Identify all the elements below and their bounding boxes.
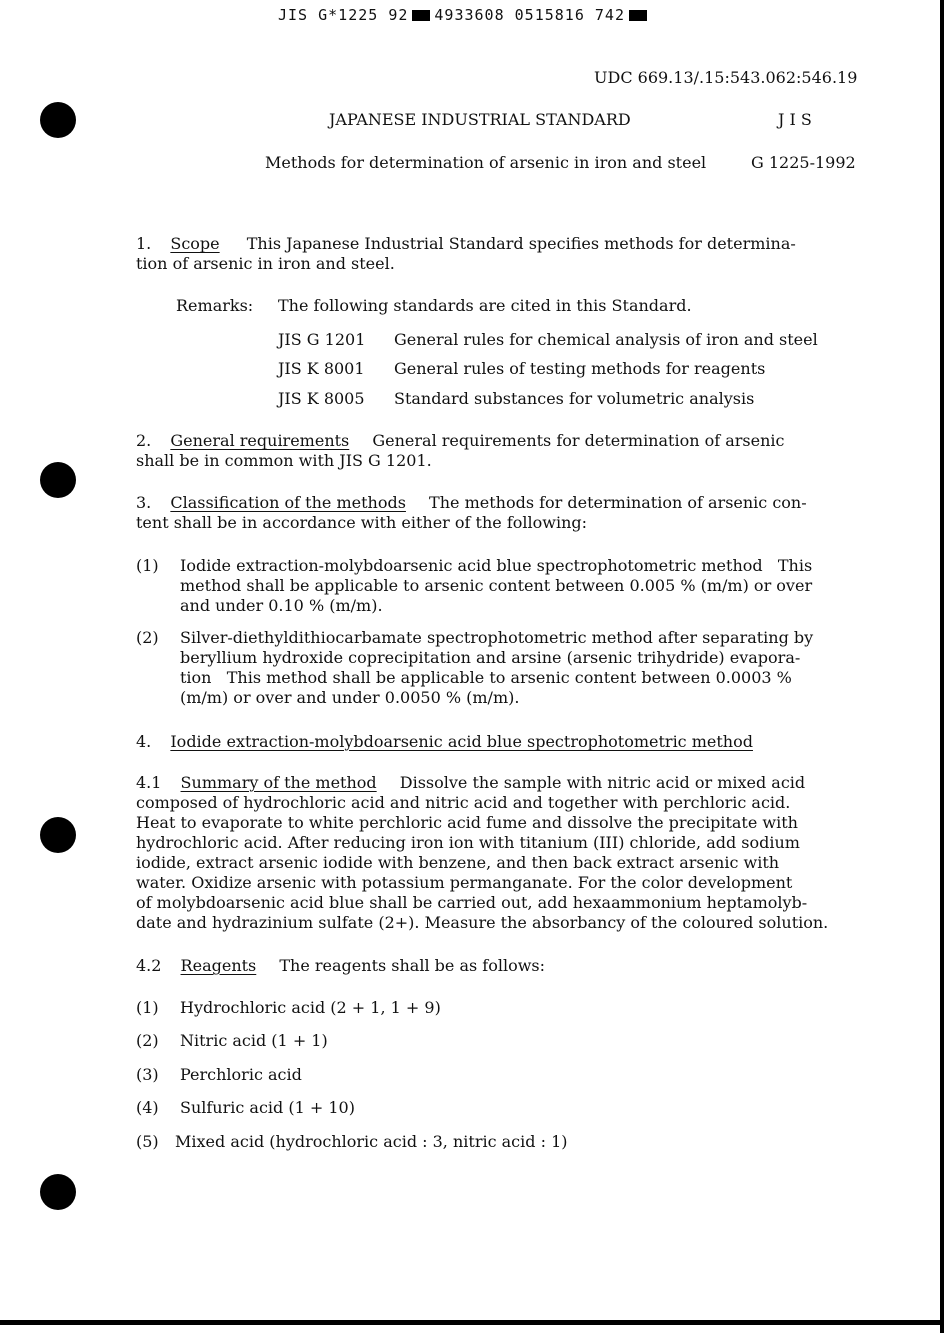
section-2 <box>136 431 784 451</box>
section-4-1 <box>136 773 805 793</box>
section-1 <box>136 234 796 254</box>
method-1-line: method shall be applicable to arsenic content between 0.005 % (m/m) or over <box>180 576 813 595</box>
section-4-2 <box>136 956 545 976</box>
standard-name: JAPANESE INDUSTRIAL STANDARD <box>329 110 631 129</box>
reagent-text: Hydrochloric acid (2 + 1, 1 + 9) <box>180 998 441 1017</box>
reagent-number: (4) <box>136 1098 159 1117</box>
section-4 <box>136 732 753 752</box>
section-text: The reagents shall be as follows: <box>279 956 546 975</box>
summary-line: water. Oxidize arsenic with potassium permanganate. For the color development <box>136 873 793 892</box>
method-2-line: beryllium hydroxide coprecipitation and arsine (arsenic trihydride) evapora- <box>180 648 801 667</box>
code-part-1: JIS G*1225 92 <box>278 6 409 24</box>
scan-edge-right <box>940 0 944 1333</box>
jis-label: J I S <box>778 110 812 129</box>
section-text: Dissolve the sample with nitric acid or mixed acid <box>399 773 806 792</box>
code-bar <box>412 10 430 21</box>
section-heading: Reagents <box>180 956 257 975</box>
punch-hole <box>40 102 76 138</box>
standard-number: G 1225-1992 <box>751 153 856 172</box>
reagent-text: Mixed acid (hydrochloric acid : 3, nitric acid : 1) <box>175 1132 568 1151</box>
summary-line: composed of hydrochloric acid and nitric acid and together with perchloric acid. <box>136 793 791 812</box>
scan-edge-bottom <box>0 1320 944 1325</box>
section-3 <box>136 493 807 513</box>
code-part-2: 4933608 0515816 742 <box>434 6 625 24</box>
reference-code: JIS K 8001 <box>278 359 365 378</box>
reagent-text: Nitric acid (1 + 1) <box>180 1031 328 1050</box>
method-2-line: (m/m) or over and under 0.0050 % (m/m). <box>180 688 520 707</box>
section-1-continued: tion of arsenic in iron and steel. <box>136 254 395 273</box>
method-1-line: Iodide extraction-molybdoarsenic acid blue spectrophotometric method This <box>180 556 813 575</box>
document-title: Methods for determination of arsenic in iron and steel <box>265 153 707 172</box>
section-number: 1. <box>136 234 152 253</box>
punch-hole <box>40 462 76 498</box>
section-number: 2. <box>136 431 152 450</box>
section-text: The methods for determination of arsenic con- <box>429 493 807 512</box>
remarks-intro: The following standards are cited in this Standard. <box>278 296 692 315</box>
method-1-line: and under 0.10 % (m/m). <box>180 596 383 615</box>
section-number: 3. <box>136 493 152 512</box>
section-text: This Japanese Industrial Standard specifies methods for determina- <box>246 234 796 253</box>
section-2-continued: shall be in common with JIS G 1201. <box>136 451 432 470</box>
reagent-number: (5) <box>136 1132 159 1151</box>
method-2-line: tion This method shall be applicable to arsenic content between 0.0003 % <box>180 668 792 687</box>
summary-line: iodide, extract arsenic iodide with benzene, and then back extract arsenic with <box>136 853 780 872</box>
punch-hole <box>40 817 76 853</box>
section-number: 4.1 <box>136 773 162 792</box>
section-heading: Summary of the method <box>180 773 377 792</box>
section-text: General requirements for determination of arsenic <box>372 431 785 450</box>
reagent-text: Perchloric acid <box>180 1065 302 1084</box>
reagent-number: (2) <box>136 1031 159 1050</box>
section-number: 4. <box>136 732 152 751</box>
reagent-text: Sulfuric acid (1 + 10) <box>180 1098 355 1117</box>
section-heading: General requirements <box>170 431 350 450</box>
summary-line: Heat to evaporate to white perchloric acid fume and dissolve the precipitate with <box>136 813 798 832</box>
summary-line: hydrochloric acid. After reducing iron ion with titanium (III) chloride, add sodium <box>136 833 800 852</box>
section-heading: Iodide extraction-molybdoarsenic acid blue spectrophotometric method <box>170 732 753 751</box>
remarks-label: Remarks: <box>176 296 254 315</box>
udc-number: UDC 669.13/.15:543.062:546.19 <box>594 68 858 87</box>
reference-title: Standard substances for volumetric analysis <box>394 389 755 408</box>
method-1-number: (1) <box>136 556 159 575</box>
section-heading: Classification of the methods <box>170 493 406 512</box>
section-number: 4.2 <box>136 956 162 975</box>
method-2-number: (2) <box>136 628 159 647</box>
reference-code: JIS G 1201 <box>278 330 366 349</box>
reagent-number: (3) <box>136 1065 159 1084</box>
document-code-header <box>278 6 651 24</box>
reference-title: General rules for chemical analysis of iron and steel <box>394 330 818 349</box>
summary-line: date and hydrazinium sulfate (2+). Measure the absorbancy of the coloured solution. <box>136 913 829 932</box>
reference-title: General rules of testing methods for reagents <box>394 359 766 378</box>
punch-hole <box>40 1174 76 1210</box>
summary-line: of molybdoarsenic acid blue shall be carried out, add hexaammonium heptamolyb- <box>136 893 808 912</box>
method-2-line: Silver-diethyldithiocarbamate spectrophotometric method after separating by <box>180 628 814 647</box>
reference-code: JIS K 8005 <box>278 389 365 408</box>
reagent-number: (1) <box>136 998 159 1017</box>
code-bar <box>629 10 647 21</box>
section-3-continued: tent shall be in accordance with either of the following: <box>136 513 587 532</box>
section-heading: Scope <box>170 234 220 253</box>
